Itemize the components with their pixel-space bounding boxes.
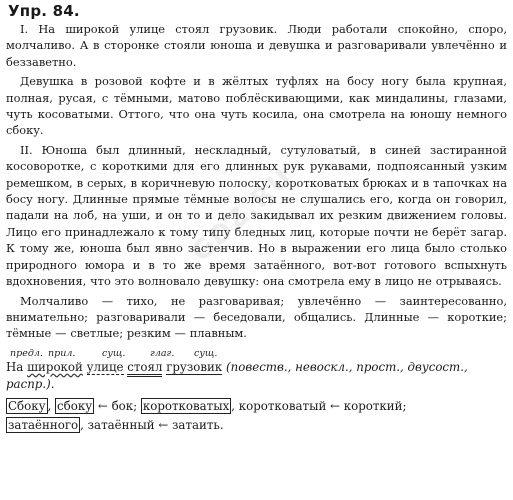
- exercise-title: Упр. 84.: [8, 2, 80, 20]
- sentence-characteristics: (повеств., невоскл., прост., двусост., распр.).: [6, 359, 468, 391]
- word-na: На: [6, 359, 24, 374]
- label-verb: глаг.: [150, 347, 175, 359]
- word-sboku-2: сбоку: [57, 398, 93, 413]
- word-korotkovatyh: коротковатых: [142, 398, 230, 413]
- exercise-page: [6, 2, 507, 435]
- label-noun-1: сущ.: [102, 347, 126, 359]
- word-analysis-line-1: [6, 397, 507, 416]
- watermark: GDZ.RU: [185, 162, 299, 268]
- word-shirokoy: широкой: [27, 359, 83, 374]
- paragraph-1: I. На широкой улице стоял грузовик. Люди работали спокойно, споро, молчаливо. А в сторонке стояли юноша и девушка и разговаривали увлечённо и беззаветно.: [6, 22, 507, 69]
- word-sboku-1: Сбоку: [8, 398, 46, 413]
- paragraph-4: Молчаливо — тихо, не разговаривая; увлечённо — заинтересованно, внимательно; разговаривали — беседовали, общались. Длинные — короткие; тёмные — светлые; резким — плавным.: [6, 293, 507, 341]
- word-stoyal: стоял: [127, 360, 162, 377]
- part-of-speech-labels: [6, 348, 507, 359]
- separator: ,: [47, 398, 56, 413]
- sentence-analysis: [6, 348, 507, 393]
- word-analysis: [6, 397, 507, 435]
- word-zataennogo: затаённого: [8, 417, 79, 432]
- word-zataennyy: , затаённый ← затаить.: [80, 417, 224, 432]
- paragraph-2: Девушка в розовой кофте и в жёлтых туфлях на босу ногу была крупная, полная, русая, с тёмными, матово поблёскивающими, как миндалины, глазами, чуть косоватыми. Оттого, что она чуть косила, она смотрела на юношу немного сбоку.: [6, 74, 507, 138]
- label-preposition: предл.: [10, 347, 43, 359]
- paragraph-3: II. Юноша был длинный, нескладный, сутуловатый, в синей застиранной косоворотке, с короткими для его длинных рук рукавами, подпоясанный узким ремешком, в серых, в коричневую полоску, коротковатых брюках и в тапочках на босу ногу. Длинные прямые тёмные волосы не слушались его, когда он говорил, падали на лоб, на уши, и он то и дело закидывал их резким движением головы. Лицо его принадлежало к тому типу бледных лиц, которые почти не берёт загар. К тому же, юноша был явно застенчив. Но в выражении его лица было столько природного юмора и в то же время затаённого, вот-вот готового вспыхнуть вдохновения, что это волновало девушку: она смотрела ему в лицо не отрываясь.: [6, 142, 507, 289]
- word-korotkovatyy: , коротковатый ← короткий;: [231, 398, 407, 413]
- label-noun-2: сущ.: [194, 347, 218, 359]
- label-adjective: прил.: [48, 347, 76, 359]
- word-ulitse: улице: [86, 359, 124, 374]
- word-analysis-line-2: [6, 416, 507, 435]
- parsed-sentence: [6, 359, 507, 393]
- word-gruzovik: грузовик: [166, 359, 223, 374]
- word-root-bok: ← бок;: [94, 398, 141, 413]
